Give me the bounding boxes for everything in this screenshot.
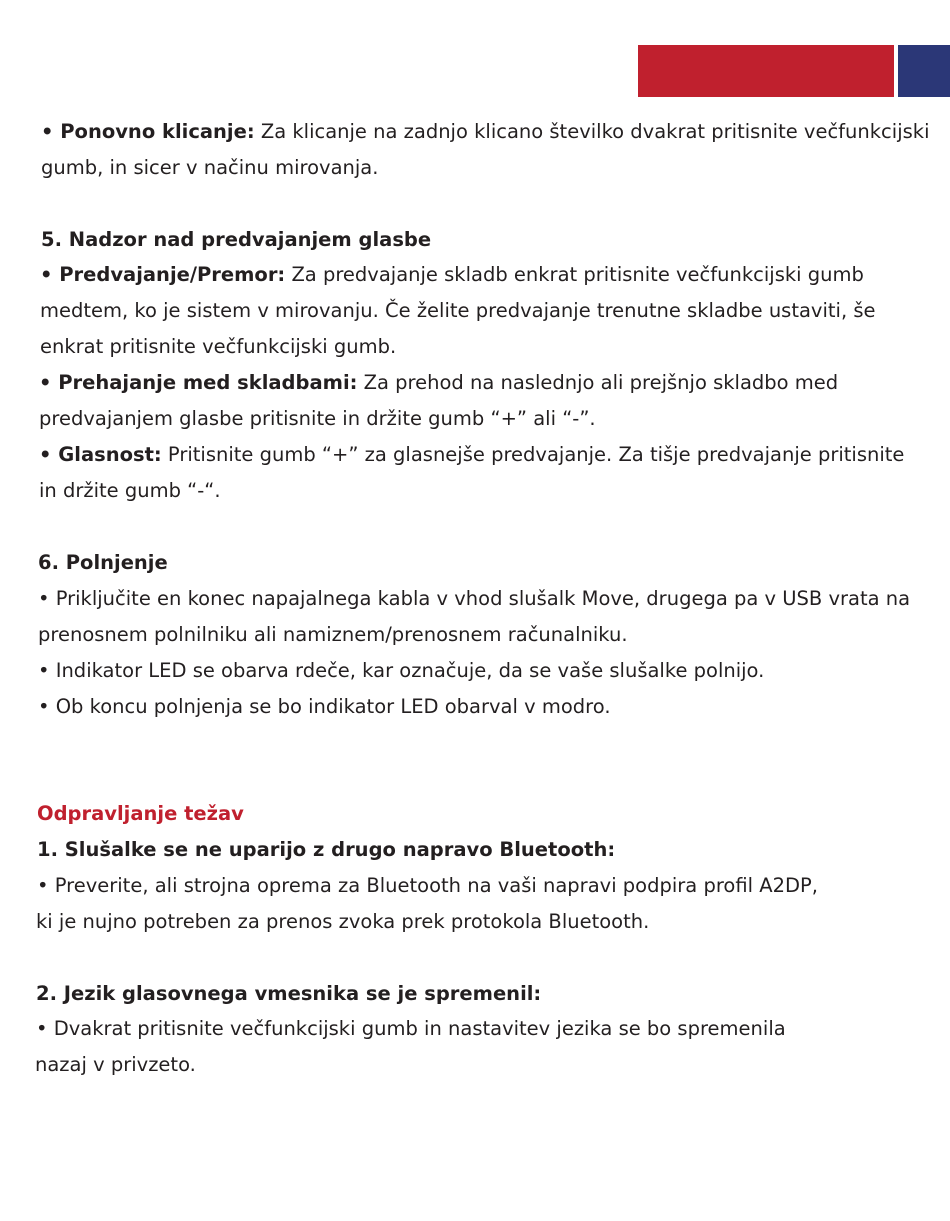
charging-line-4: • Ob koncu polnjenja se bo indikator LED obarval v modro.: [38, 695, 611, 718]
charging-line-1: • Priključite en konec napajalnega kabla v vhod slušalk Move, drugega pa v USB vrata na: [38, 587, 911, 610]
redial-line-1: [41, 119, 929, 145]
volume-line-2: in držite gumb “-“.: [39, 479, 221, 502]
troubleshooting-title: Odpravljanje težav: [37, 802, 244, 825]
header-red-bar: [638, 45, 894, 97]
play-line-1: [40, 262, 864, 288]
trouble-a1-line-1: • Preverite, ali strojna oprema za Bluetooth na vaši napravi podpira profil A2DP,: [37, 874, 818, 897]
redial-label: • Ponovno klicanje:: [41, 120, 255, 143]
skip-label: • Prehajanje med skladbami:: [39, 371, 358, 394]
volume-line-1: [39, 442, 904, 468]
play-label: • Predvajanje/Premor:: [40, 263, 286, 286]
charging-line-2: prenosnem polnilniku ali namiznem/prenosnem računalniku.: [38, 623, 628, 646]
redial-text: Za klicanje na zadnjo klicano številko dvakrat pritisnite večfunkcijski: [254, 120, 930, 143]
volume-text: Pritisnite gumb “+” za glasnejše predvajanje. Za tišje predvajanje pritisnite: [161, 443, 905, 466]
trouble-a1-line-2: ki je nujno potreben za prenos zvoka prek protokola Bluetooth.: [36, 910, 650, 933]
charging-line-3: • Indikator LED se obarva rdeče, kar označuje, da se vaše slušalke polnijo.: [38, 659, 765, 682]
play-line-2: medtem, ko je sistem v mirovanju. Če želite predvajanje trenutne skladbe ustaviti, še: [40, 299, 876, 322]
trouble-a2-line-2: nazaj v privzeto.: [35, 1053, 196, 1076]
redial-line-2: gumb, in sicer v načinu mirovanja.: [41, 156, 379, 179]
trouble-a2-line-1: • Dvakrat pritisnite večfunkcijski gumb in nastavitev jezika se bo spremenila: [36, 1017, 786, 1040]
skip-line-1: [39, 370, 838, 396]
music-heading: 5. Nadzor nad predvajanjem glasbe: [41, 228, 432, 251]
trouble-q1: 1. Slušalke se ne uparijo z drugo napravo Bluetooth:: [37, 838, 616, 861]
header-blue-bar: [898, 45, 950, 97]
trouble-q2: 2. Jezik glasovnega vmesnika se je spremenil:: [36, 982, 542, 1005]
play-text: Za predvajanje skladb enkrat pritisnite večfunkcijski gumb: [285, 263, 864, 286]
play-line-3: enkrat pritisnite večfunkcijski gumb.: [40, 335, 397, 358]
charging-heading: 6. Polnjenje: [38, 551, 168, 574]
skip-text: Za prehod na naslednjo ali prejšnjo skladbo med: [357, 371, 839, 394]
volume-label: • Glasnost:: [39, 443, 162, 466]
skip-line-2: predvajanjem glasbe pritisnite in držite gumb “+” ali “-”.: [39, 407, 596, 430]
